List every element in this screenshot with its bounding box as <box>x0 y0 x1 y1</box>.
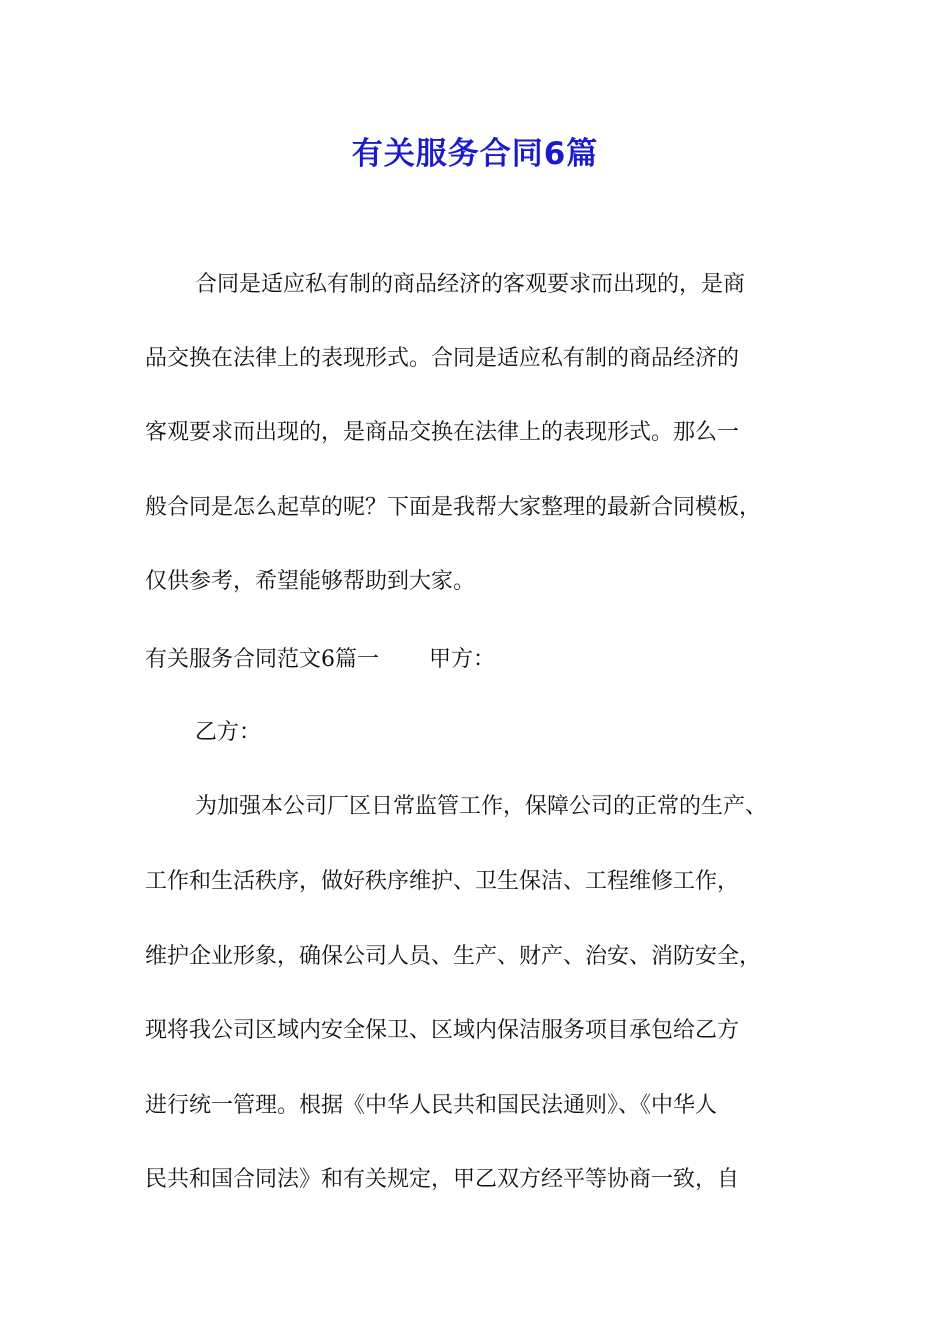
paragraph-line-1: 合同是适应私有制的商品经济的客观要求而出现的，是商 <box>195 272 746 297</box>
paragraph-line-9: 现将我公司区域内安全保卫、区域内保洁服务项目承包给乙方 <box>145 1018 740 1043</box>
party-a-label: 甲方： <box>429 647 496 672</box>
paragraph-line-11: 民共和国合同法》和有关规定，甲乙双方经平等协商一致，自 <box>145 1167 740 1192</box>
paragraph-line-10: 进行统一管理。根据《中华人民共和国民法通则》、《中华人 <box>145 1093 718 1118</box>
document-title: 有关服务合同6篇 <box>351 136 599 172</box>
paragraph-line-7: 工作和生活秩序，做好秩序维护、卫生保洁、工程维修工作， <box>145 869 740 894</box>
section-heading-line <box>145 645 495 675</box>
section-heading: 有关服务合同范文6篇一 <box>145 647 379 672</box>
paragraph-line-4: 般合同是怎么起草的呢？下面是我帮大家整理的最新合同模板， <box>145 495 762 520</box>
paragraph-line-6: 为加强本公司厂区日常监管工作，保障公司的正常的生产、 <box>195 794 768 819</box>
paragraph-line-2: 品交换在法律上的表现形式。合同是适应私有制的商品经济的 <box>145 346 740 371</box>
party-b-label: 乙方： <box>195 720 262 745</box>
paragraph-line-8: 维护企业形象，确保公司人员、生产、财产、治安、消防安全， <box>145 944 762 969</box>
paragraph-line-3: 客观要求而出现的，是商品交换在法律上的表现形式。那么一 <box>145 420 740 445</box>
paragraph-line-5: 仅供参考，希望能够帮助到大家。 <box>145 569 476 594</box>
